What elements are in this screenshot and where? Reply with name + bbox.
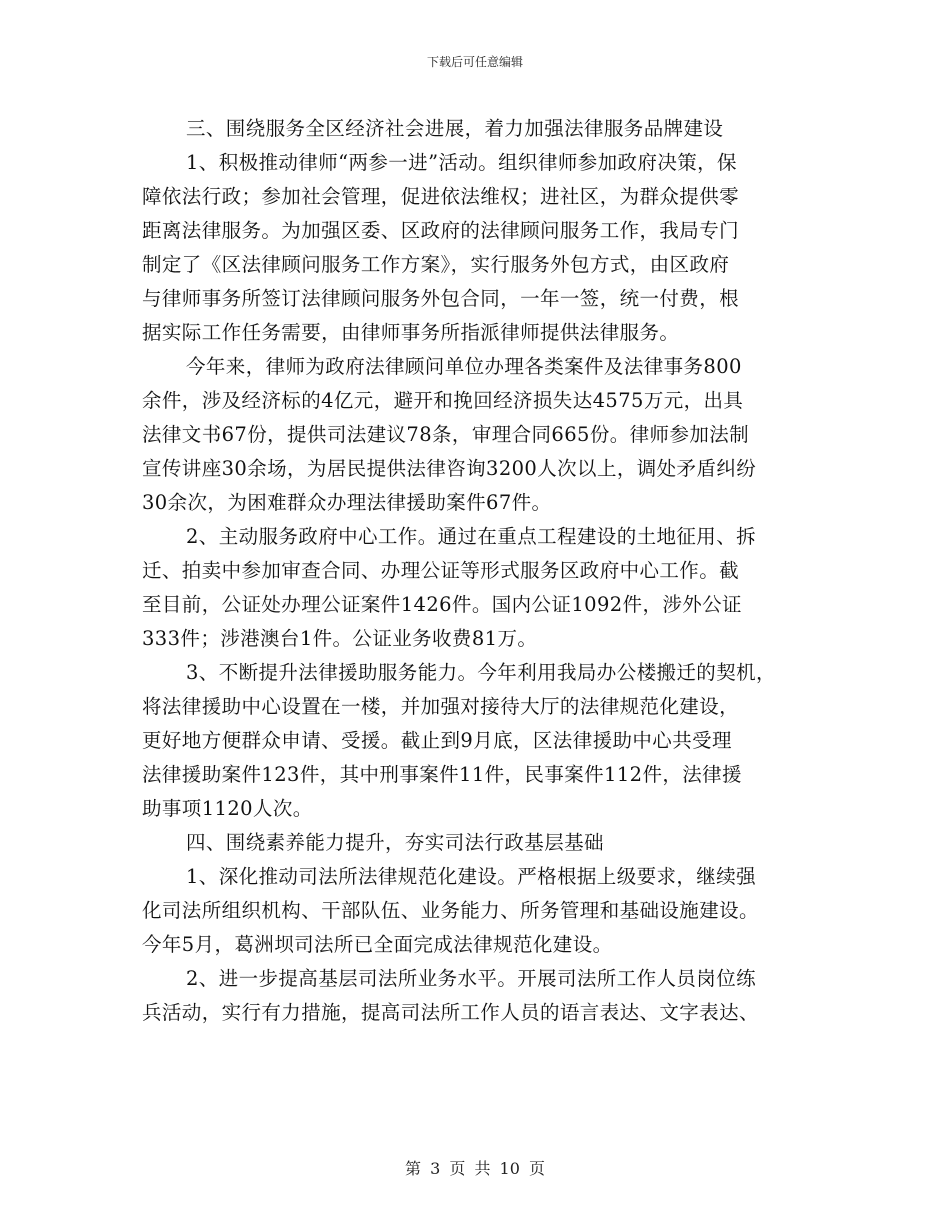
section-heading-4: 四、围绕素养能力提升，夯实司法行政基层基础 (186, 831, 604, 854)
paragraph-line: 法律援助案件123件，其中刑事案件11件，民事案件112件，法律援 (142, 763, 742, 786)
paragraph-line: 余件，涉及经济标的4亿元，避开和挽回经济损失达4575万元，出具 (142, 389, 744, 412)
paragraph-line: 助事项1120人次。 (142, 797, 313, 820)
document-body (142, 112, 810, 1030)
paragraph-line: 1、深化推动司法所法律规范化建设。严格根据上级要求，继续强 (186, 865, 757, 888)
paragraph-line: 今年来，律师为政府法律顾问单位办理各类案件及法律事务800 (186, 355, 742, 378)
paragraph-line: 30余次，为困难群众办理法律援助案件67件。 (142, 491, 552, 514)
paragraph-line: 迁、拍卖中参加审查合同、办理公证等形式服务区政府中心工作。截 (142, 559, 740, 582)
paragraph-line: 制定了《区法律顾问服务工作方案》，实行服务外包方式，由区政府 (142, 253, 730, 276)
paragraph-line: 兵活动，实行有力措施，提高司法所工作人员的语言表达、文字表达、 (142, 1001, 759, 1024)
paragraph-line: 宣传讲座30余场，为居民提供法律咨询3200人次以上，调处矛盾纠纷 (142, 457, 757, 480)
paragraph-line: 化司法所组织机构、干部队伍、业务能力、所务管理和基础设施建设。 (142, 899, 759, 922)
paragraph-line: 2、主动服务政府中心工作。通过在重点工程建设的土地征用、拆 (186, 525, 757, 548)
paragraph-line: 法律文书67份，提供司法建议78条，审理合同665份。律师参加法制 (142, 423, 750, 446)
paragraph-line: 333件；涉港澳台1件。公证业务收费81万。 (142, 627, 538, 650)
paragraph-line: 3、不断提升法律援助服务能力。今年利用我局办公楼搬迁的契机， (186, 661, 776, 684)
paragraph-line: 与律师事务所签订法律顾问服务外包合同，一年一签，统一付费，根 (142, 287, 740, 310)
paragraph-line: 更好地方便群众申请、受援。截止到9月底，区法律援助中心共受理 (142, 729, 732, 752)
paragraph-line: 1、积极推动律师“两参一进”活动。组织律师参加政府决策，保 (186, 151, 737, 174)
paragraph-line: 据实际工作任务需要，由律师事务所指派律师提供法律服务。 (142, 321, 680, 344)
paragraph-line: 2、进一步提高基层司法所业务水平。开展司法所工作人员岗位练 (186, 967, 757, 990)
page-number: 第 3 页 共 10 页 (405, 1159, 545, 1178)
header-note: 下载后可任意编辑 (426, 55, 523, 69)
paragraph-line: 障依法行政；参加社会管理，促进依法维权；进社区，为群众提供零 (142, 185, 740, 208)
paragraph-line: 将法律援助中心设置在一楼，并加强对接待大厅的法律规范化建设， (142, 695, 740, 718)
paragraph-line: 至目前，公证处办理公证案件1426件。国内公证1092件，涉外公证 (142, 593, 742, 616)
paragraph-line: 今年5月，葛洲坝司法所已全面完成法律规范化建设。 (142, 933, 613, 956)
section-heading-3: 三、围绕服务全区经济社会进展，着力加强法律服务品牌建设 (186, 117, 724, 140)
paragraph-line: 距离法律服务。为加强区委、区政府的法律顾问服务工作，我局专门 (142, 219, 740, 242)
